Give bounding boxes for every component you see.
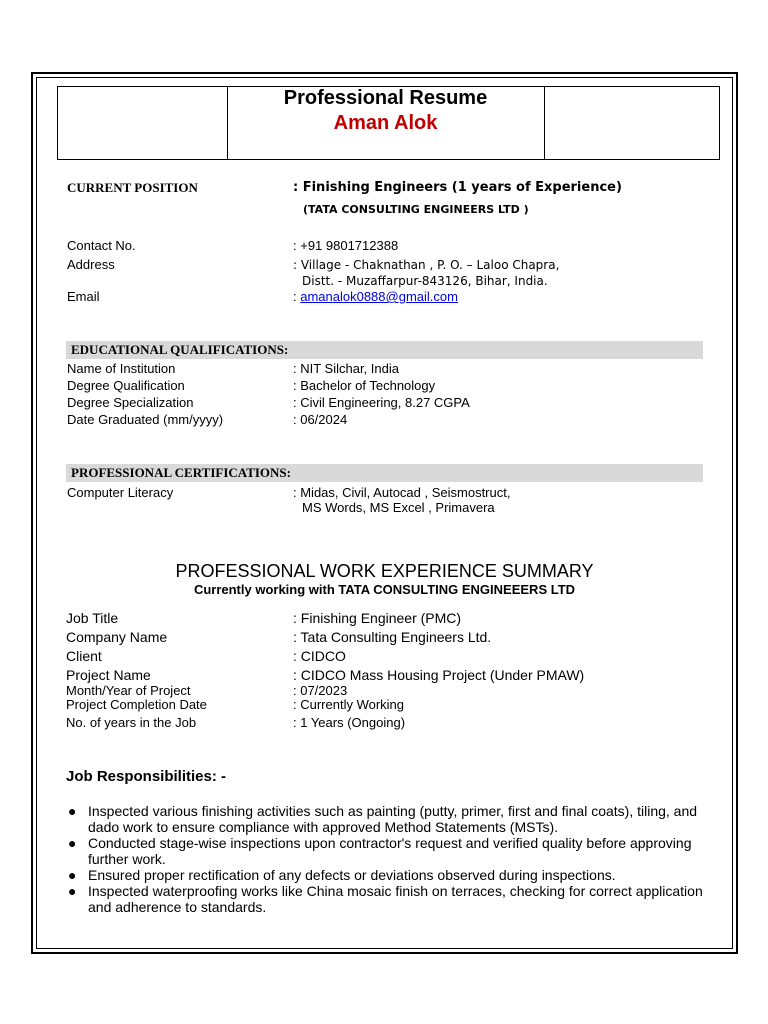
list-item-text: Conducted stage-wise inspections upon contractor's request and verified quality before approving further work.	[88, 835, 692, 867]
list-item-text: Inspected waterproofing works like China mosaic finish on terraces, checking for correct application and adherence to standards.	[88, 883, 703, 915]
experience-value: : Currently Working	[293, 697, 405, 712]
certifications-heading-band	[66, 464, 703, 482]
bullet-icon: ●	[68, 835, 77, 851]
education-heading-band	[66, 341, 703, 359]
responsibilities-list	[66, 803, 706, 915]
address-line-1: : Village - Chaknathan , P. O. – Laloo Chapra,	[293, 258, 560, 272]
education-label: Degree Qualification	[67, 378, 185, 393]
candidate-name: Aman Alok	[333, 112, 438, 134]
education-label: Degree Specialization	[67, 395, 194, 410]
bullet-icon: ●	[68, 883, 77, 899]
computer-literacy-value-2: MS Words, MS Excel , Primavera	[302, 500, 495, 515]
email-prefix: :	[293, 289, 301, 304]
experience-summary-title: PROFESSIONAL WORK EXPERIENCE SUMMARY	[175, 561, 594, 581]
education-value: : 06/2024	[293, 412, 348, 427]
resume-title: Professional Resume	[283, 87, 488, 109]
address-line-2: Distt. - Muzaffarpur-843126, Bihar, India.	[302, 274, 548, 288]
experience-value: : CIDCO	[293, 648, 346, 664]
computer-literacy-label: Computer Literacy	[67, 485, 174, 500]
list-item-text: Inspected various finishing activities such as painting (putty, primer, first and final coats), tiling, and dado work to ensure compliance with approved Method Statements (MSTs).	[88, 803, 698, 835]
experience-value: : 07/2023	[293, 683, 348, 698]
education-label: Date Graduated (mm/yyyy)	[67, 412, 224, 427]
list-item	[66, 803, 706, 835]
current-company: (TATA CONSULTING ENGINEERS LTD )	[303, 203, 529, 216]
experience-value: : CIDCO Mass Housing Project (Under PMAW)	[293, 667, 585, 683]
contact-value: : +91 9801712388	[293, 238, 399, 253]
header-table	[57, 86, 720, 160]
job-responsibilities-heading: Job Responsibilities: -	[66, 768, 227, 785]
current-position-label: CURRENT POSITION	[67, 180, 198, 195]
computer-literacy-value: : Midas, Civil, Autocad , Seismostruct,	[293, 485, 511, 500]
education-value: : NIT Silchar, India	[293, 361, 399, 376]
email-link[interactable]: amanalok0888@gmail.com	[300, 289, 458, 304]
experience-summary-subtitle: Currently working with TATA CONSULTING ENGINEEERS LTD	[193, 582, 576, 597]
education-value: : Bachelor of Technology	[293, 378, 436, 393]
list-item	[66, 835, 706, 867]
address-label: Address	[67, 257, 115, 272]
current-position-value: : Finishing Engineers (1 years of Experience)	[293, 180, 622, 195]
education-label: Name of Institution	[67, 361, 176, 376]
experience-value: : Finishing Engineer (PMC)	[293, 610, 462, 626]
experience-value: : Tata Consulting Engineers Ltd.	[293, 629, 492, 645]
list-item	[66, 883, 706, 915]
experience-label: Month/Year of Project	[66, 683, 191, 698]
experience-label: Project Name	[66, 667, 151, 683]
experience-label: Company Name	[66, 629, 168, 645]
experience-label: Client	[66, 648, 102, 664]
experience-label: Project Completion Date	[66, 697, 207, 712]
list-item-text: Ensured proper rectification of any defects or deviations observed during inspections.	[88, 867, 616, 883]
header-cell-center	[227, 87, 544, 159]
bullet-icon: ●	[68, 803, 77, 819]
education-heading: EDUCATIONAL QUALIFICATIONS:	[71, 342, 289, 357]
experience-label: Job Title	[66, 610, 119, 626]
email-field	[293, 289, 458, 304]
experience-label: No. of years in the Job	[66, 715, 197, 730]
header-cell-right	[544, 87, 719, 159]
email-label: Email	[67, 289, 100, 304]
header-cell-left	[58, 87, 228, 159]
education-value: : Civil Engineering, 8.27 CGPA	[293, 395, 470, 410]
bullet-icon: ●	[68, 867, 77, 883]
contact-label: Contact No.	[67, 238, 136, 253]
experience-value: : 1 Years (Ongoing)	[293, 715, 406, 730]
list-item	[66, 867, 706, 883]
certifications-heading: PROFESSIONAL CERTIFICATIONS:	[71, 465, 291, 480]
